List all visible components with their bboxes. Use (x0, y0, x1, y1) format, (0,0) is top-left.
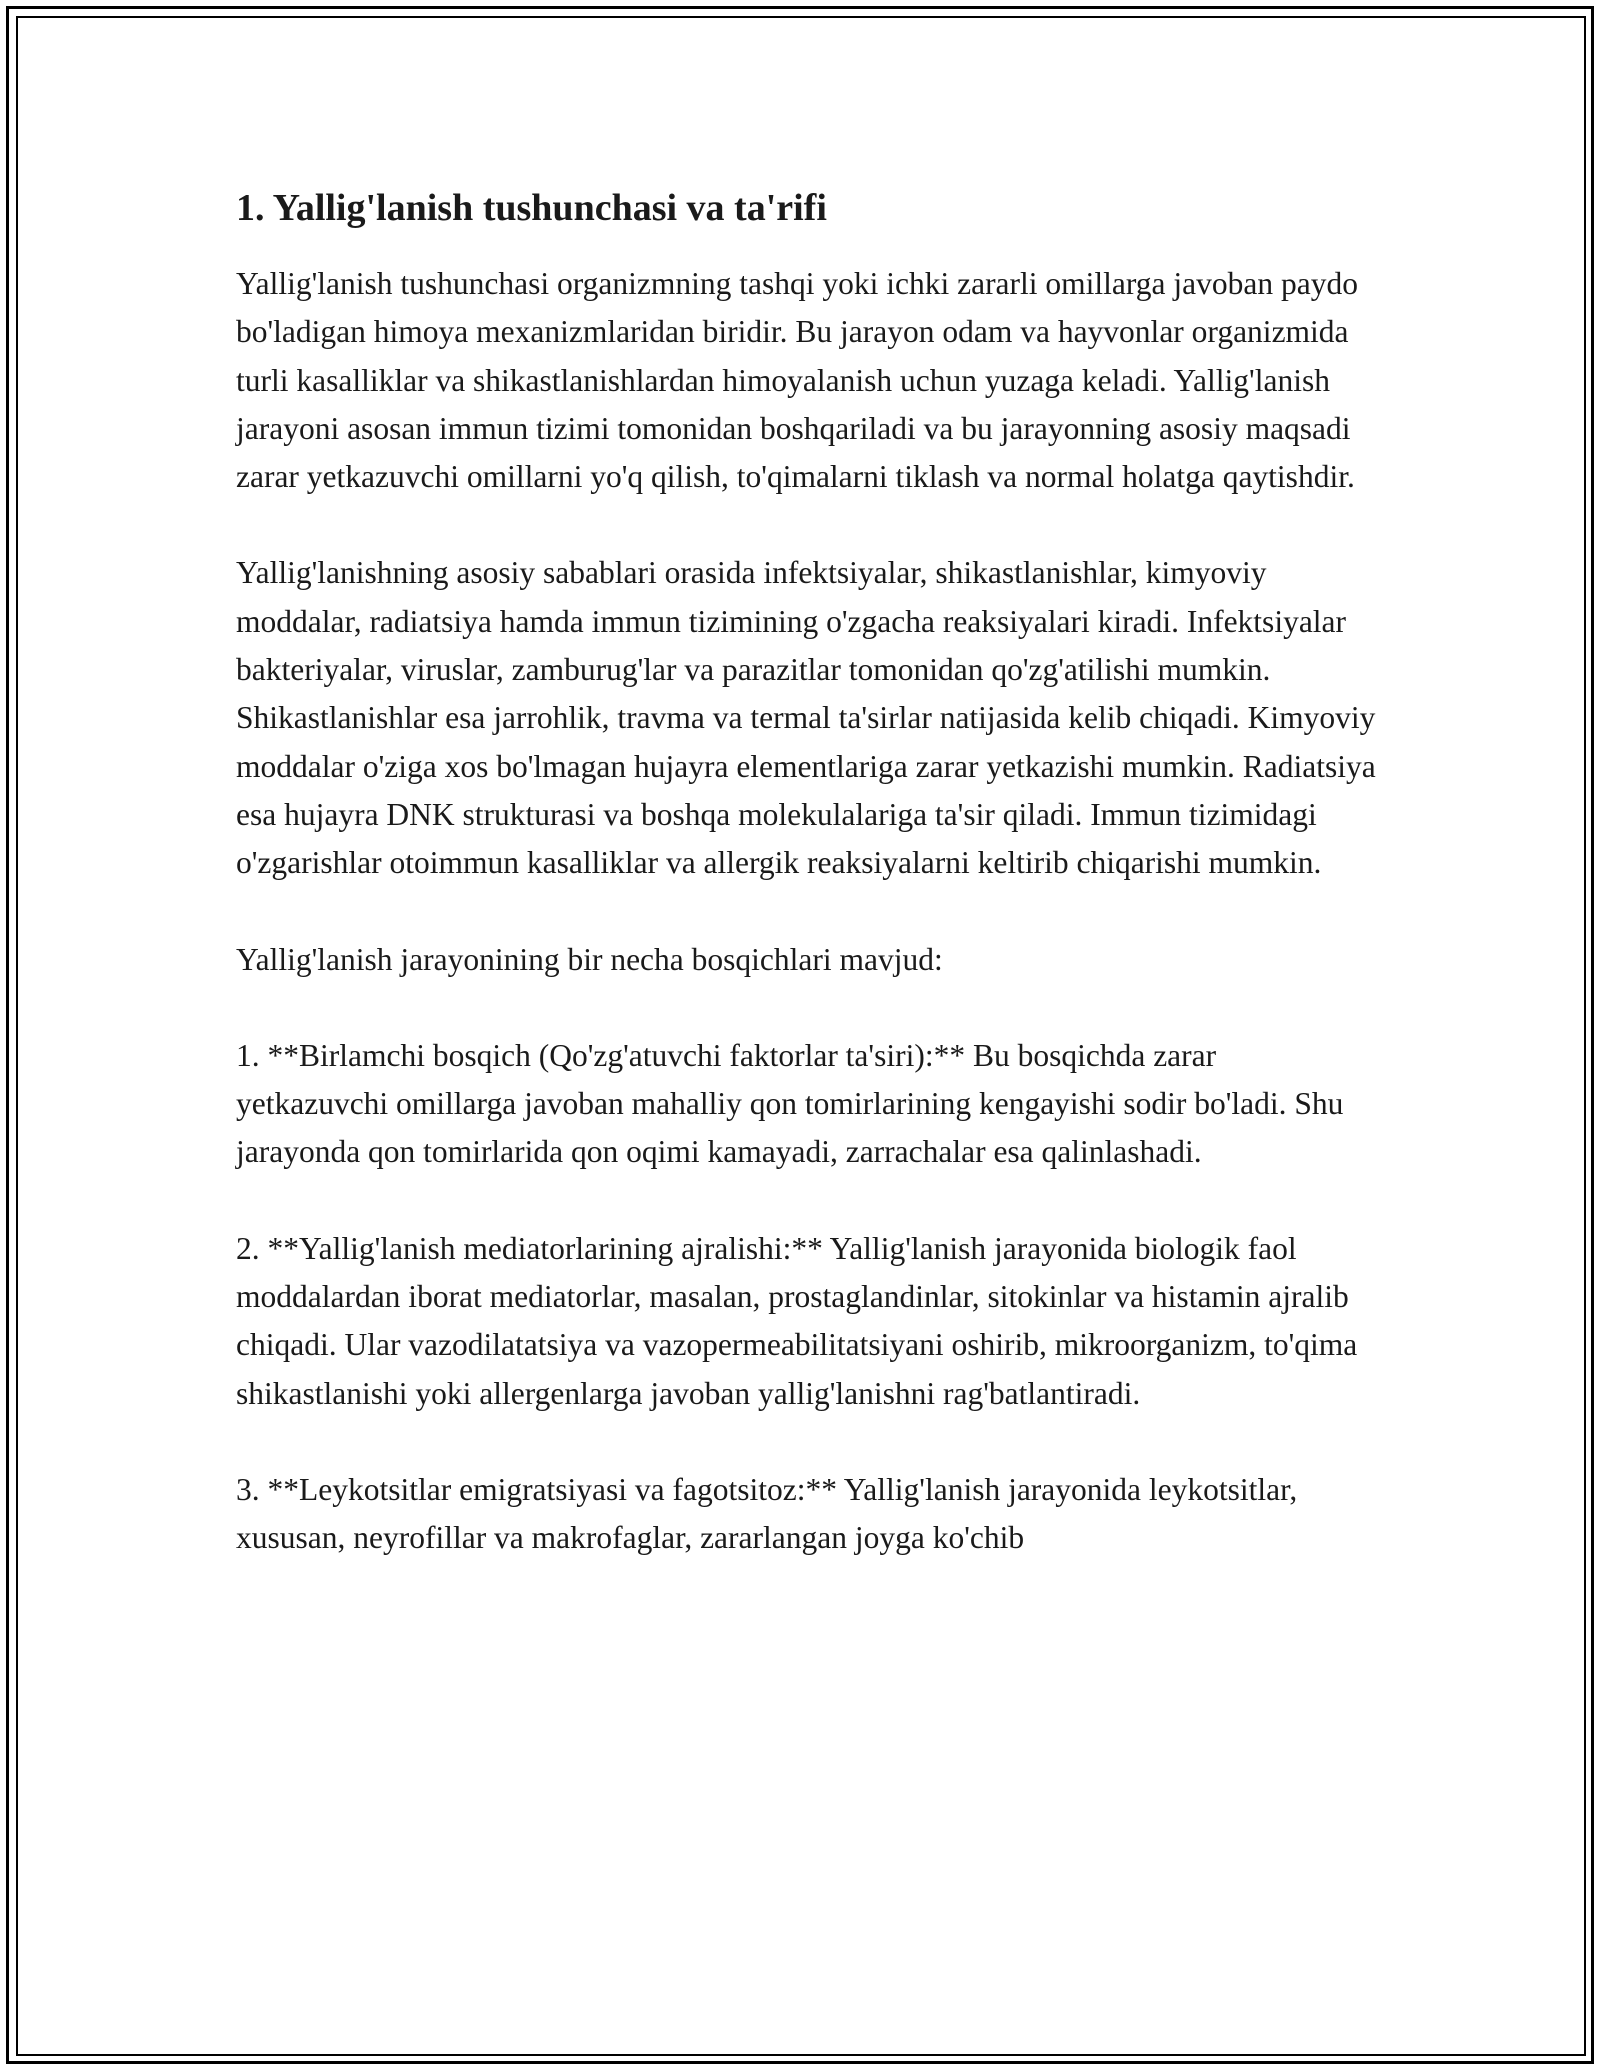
document-body (236, 184, 1376, 1611)
list-item-stage-2: 2. **Yallig'lanish mediatorlarining ajralishi:** Yallig'lanish jarayonida biologik faol moddalardan iborat mediatorlar, masalan, prostaglandinlar, sitokinlar va histamin ajralib chiqadi. Ular vazodilatatsiya va vazopermeabilitatsiyani oshirib, mikroorganizm, to'qima shikastlanishi yoki allergenlarga javoban yallig'lanishni rag'batlantiradi. (236, 1230, 1358, 1411)
list-item-stage-3: 3. **Leykotsitlar emigratsiyasi va fagotsitoz:** Yallig'lanish jarayonida leykotsitlar, xususan, neyrofillar va makrofaglar, zararlangan joyga ko'chib (236, 1471, 1298, 1556)
paragraph-causes: Yallig'lanishning asosiy sabablari orasida infektsiyalar, shikastlanishlar, kimyoviy moddalar, radiatsiya hamda immun tizimining o'zgacha reaksiyalari kiradi. Infektsiyalar bakteriyalar, viruslar, zamburug'lar va parazitlar tomonidan qo'zg'atilishi mumkin. Shikastlanishlar esa jarrohlik, travma va termal ta'sirlar natijasida kelib chiqadi. Kimyoviy moddalar o'ziga xos bo'lmagan hujayra elementlariga zarar yetkazishi mumkin. Radiatsiya esa hujayra DNK strukturasi va boshqa molekulalariga ta'sir qiladi. Immun tizimidagi o'zgarishlar otoimmun kasalliklar va allergik reaksiyalarni keltirib chiqarishi mumkin. (236, 555, 1376, 881)
paragraph-stages-intro: Yallig'lanish jarayonining bir necha bosqichlari mavjud: (236, 941, 943, 977)
section-heading: 1. Yallig'lanish tushunchasi va ta'rifi (236, 187, 827, 229)
paragraph-definition: Yallig'lanish tushunchasi organizmning tashqi yoki ichki zararli omillarga javoban paydo bo'ladigan himoya mexanizmlaridan biridir. Bu jarayon odam va hayvonlar organizmida turli kasalliklar va shikastlanishlardan himoyalanish uchun yuzaga keladi. Yallig'lanish jarayoni asosan immun tizimi tomonidan boshqariladi va bu jarayonning asosiy maqsadi zarar yetkazuvchi omillarni yo'q qilish, to'qimalarni tiklash va normal holatga qaytishdir. (236, 266, 1358, 495)
list-item-stage-1: 1. **Birlamchi bosqich (Qo'zg'atuvchi faktorlar ta'siri):** Bu bosqichda zarar yetkazuvchi omillarga javoban mahalliy qon tomirlarining kengayishi sodir bo'ladi. Shu jarayonda qon tomirlarida qon oqimi kamayadi, zarrachalar esa qalinlashadi. (236, 1037, 1344, 1170)
